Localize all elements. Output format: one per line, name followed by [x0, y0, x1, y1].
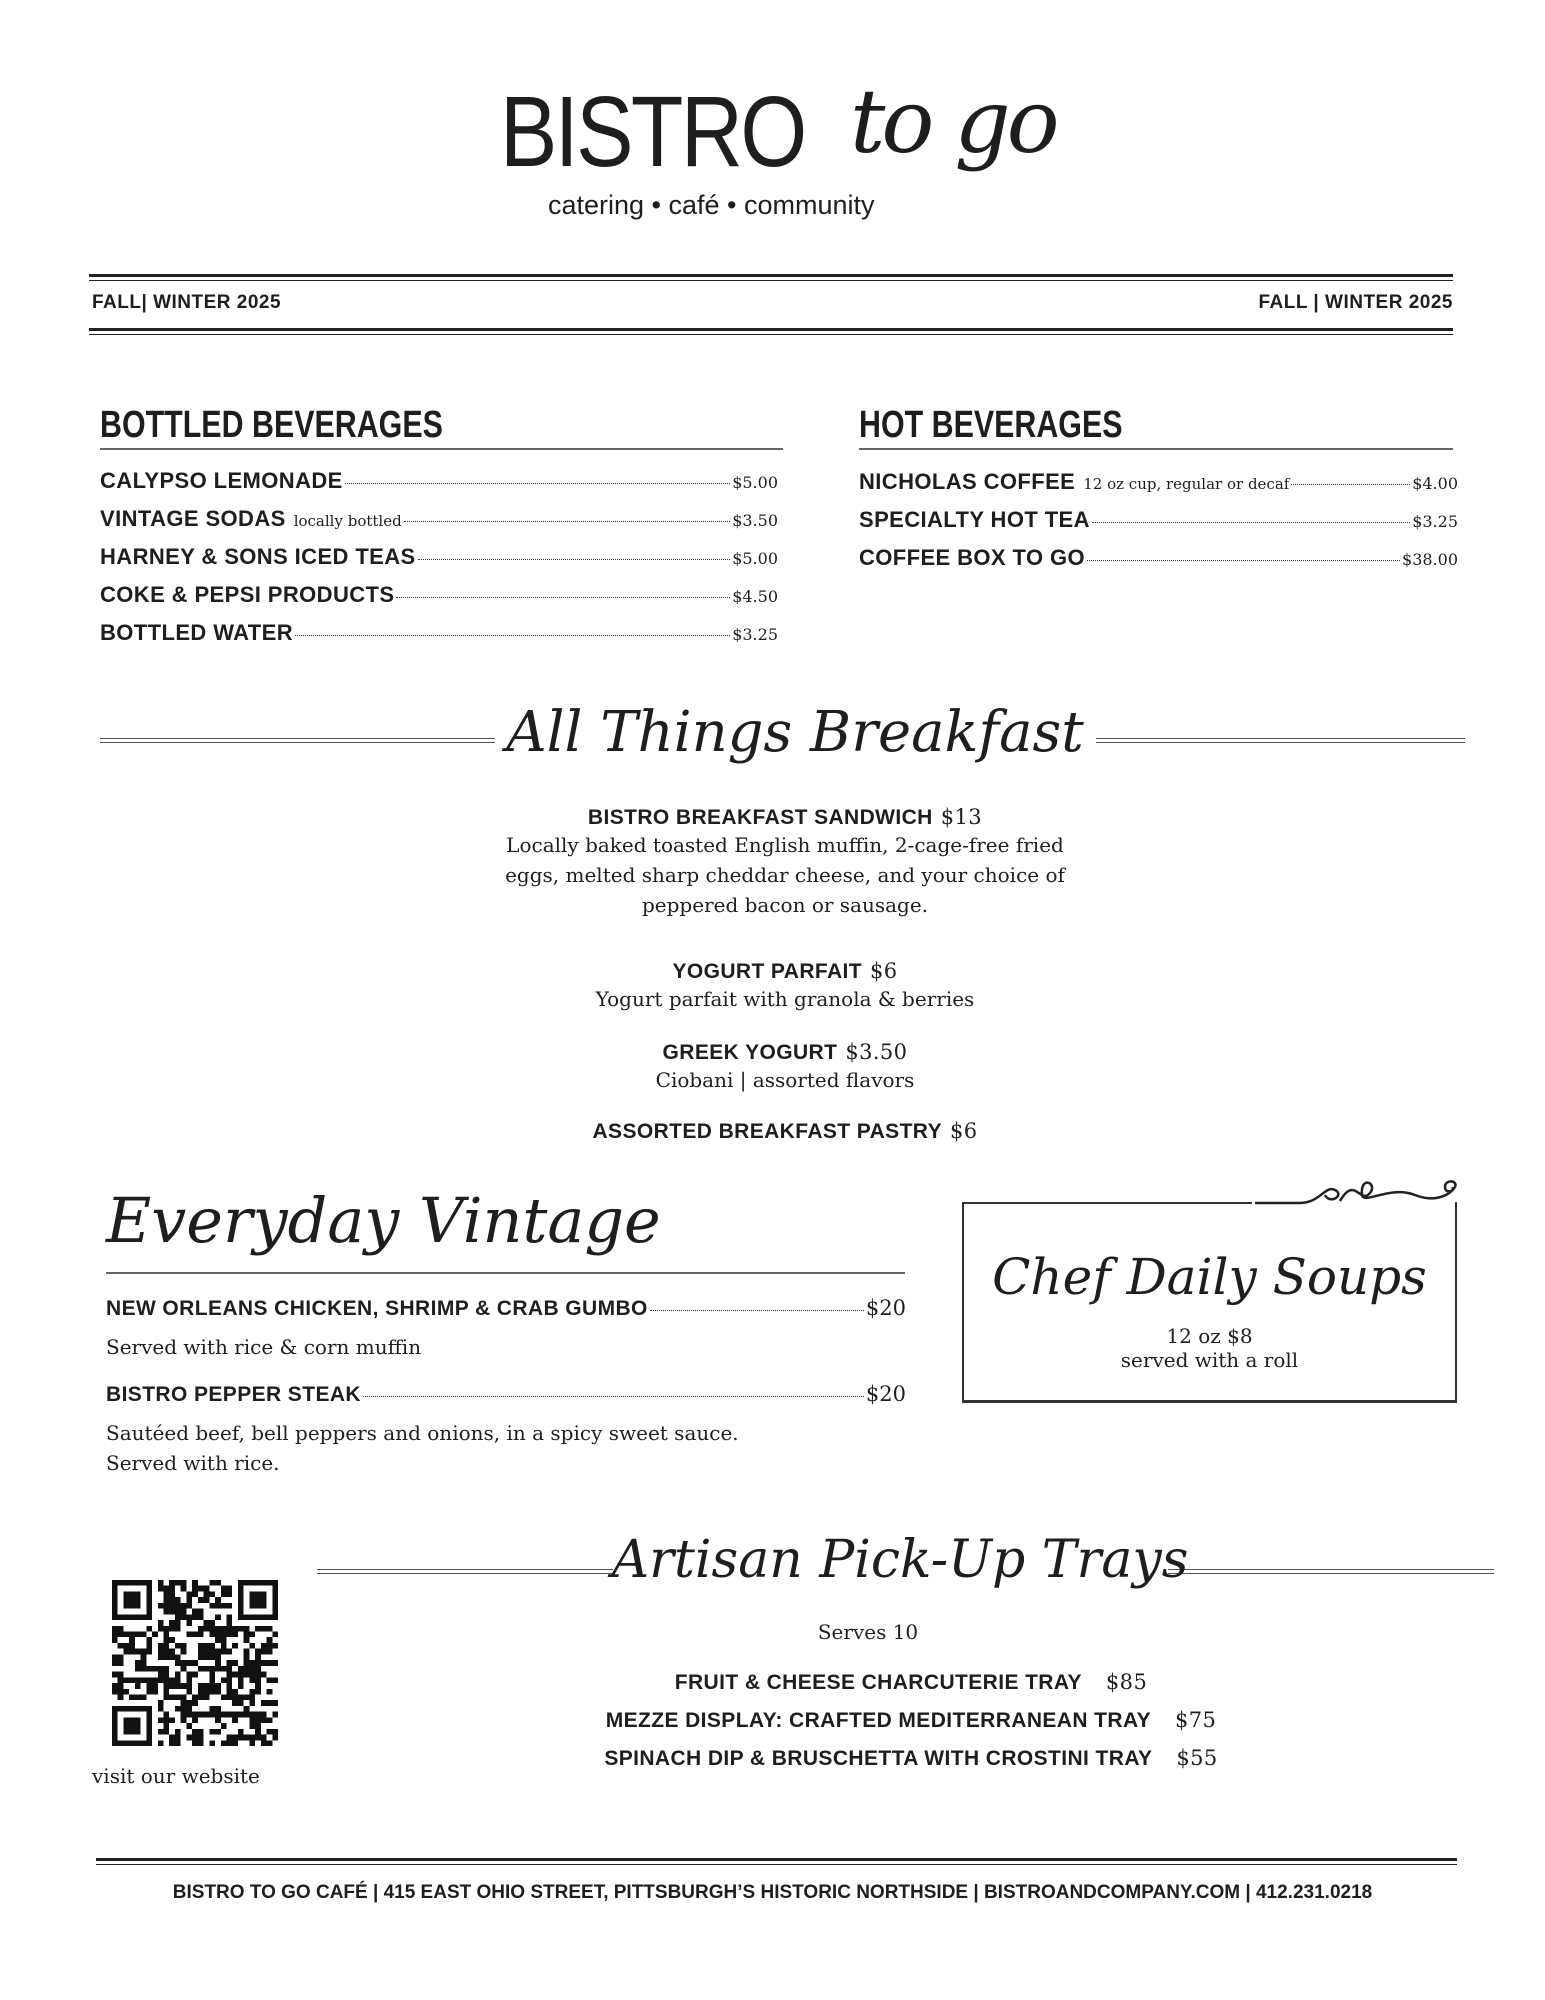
item-price: $38.00: [1402, 550, 1458, 569]
item-price: $4.00: [1412, 474, 1458, 493]
breakfast-item: [0, 959, 1545, 1014]
item-name: MEZZE DISPLAY: CRAFTED MEDITERRANEAN TRAY: [605, 1709, 1152, 1732]
dot-leader: [1087, 560, 1400, 561]
item-name: NICHOLAS COFFEE: [859, 469, 1076, 494]
item-name: COFFEE BOX TO GO: [859, 545, 1086, 570]
item-price: $6: [870, 959, 898, 983]
item-price: $75: [1175, 1708, 1217, 1732]
trays-serves: Serves 10: [817, 1620, 919, 1644]
footer-rule: [96, 1858, 1457, 1865]
item-price: $20: [865, 1382, 906, 1406]
dot-leader: [363, 1396, 864, 1397]
dot-leader: [345, 483, 730, 484]
item-description: Yogurt parfait with granola & berries: [595, 987, 975, 1011]
dot-leader: [295, 635, 730, 636]
item-name: SPECIALTY HOT TEA: [859, 507, 1090, 532]
item-price: $13: [940, 805, 983, 829]
trays-heading: Artisan Pick-Up Trays: [611, 1530, 1189, 1590]
season-right: FALL | WINTER 2025: [1258, 292, 1453, 313]
item-name: GREEK YOGURT: [662, 1041, 838, 1064]
item-price: $3.50: [732, 511, 778, 530]
top-rule: [89, 274, 1453, 281]
item-name: CALYPSO LEMONADE: [100, 468, 343, 493]
tagline: catering • café • community: [548, 190, 875, 220]
item-price: $3.25: [732, 625, 778, 644]
item-note: 12 oz cup, regular or decaf: [1083, 475, 1290, 493]
divider: [106, 1272, 905, 1274]
item-name: ASSORTED BREAKFAST PASTRY: [592, 1120, 942, 1143]
item-name: HARNEY & SONS ICED TEAS: [100, 544, 416, 569]
menu-item: [100, 468, 778, 506]
dot-leader: [1092, 522, 1410, 523]
menu-item: [100, 506, 778, 544]
item-price: $4.50: [732, 587, 778, 606]
logo-script: to go: [850, 70, 1056, 173]
bottled-list: [100, 468, 778, 658]
item-name: YOGURT PARFAIT: [672, 960, 862, 983]
qr-caption: visit our website: [92, 1764, 260, 1788]
item-note: locally bottled: [293, 512, 402, 530]
item-name: FRUIT & CHEESE CHARCUTERIE TRAY: [674, 1671, 1082, 1694]
soups-heading: Chef Daily Soups: [992, 1248, 1427, 1306]
item-name: BISTRO BREAKFAST SANDWICH: [587, 806, 933, 829]
dot-leader: [418, 559, 731, 560]
item-description: Served with rice & corn muffin: [106, 1335, 422, 1359]
menu-item: [106, 1296, 906, 1332]
item-description: eggs, melted sharp cheddar cheese, and your choice of: [505, 863, 1065, 887]
menu-item: [859, 545, 1458, 583]
item-name: COKE & PEPSI PRODUCTS: [100, 582, 395, 607]
season-bottom-rule: [89, 328, 1453, 335]
item-price: $3.50: [845, 1040, 908, 1064]
everyday-list: [106, 1296, 906, 1478]
menu-item: [859, 507, 1458, 545]
item-title: [0, 959, 1545, 984]
hot-beverages-heading: HOT BEVERAGES: [859, 404, 1123, 446]
item-name: VINTAGE SODAS: [100, 506, 286, 531]
soup-box: [962, 1202, 1457, 1403]
breakfast-item: [0, 1040, 1545, 1095]
menu-item: [859, 469, 1458, 507]
item-price: $5.00: [732, 549, 778, 568]
item-description: Served with rice.: [106, 1451, 280, 1475]
divider: [859, 448, 1453, 450]
breakfast-heading: All Things Breakfast: [506, 700, 1084, 765]
menu-item: [100, 620, 778, 658]
item-description: peppered bacon or sausage.: [641, 893, 929, 917]
hot-list: [859, 469, 1458, 583]
item-name: NEW ORLEANS CHICKEN, SHRIMP & CRAB GUMBO: [106, 1297, 648, 1320]
season-left: FALL| WINTER 2025: [92, 292, 282, 313]
menu-item: [106, 1382, 906, 1418]
everyday-vintage-heading: Everyday Vintage: [106, 1184, 661, 1257]
menu-item: [100, 544, 778, 582]
item-description: Locally baked toasted English muffin, 2-cage-free fried: [506, 833, 1064, 857]
breakfast-item: [0, 805, 1545, 920]
footer-contact: BISTRO TO GO CAFÉ | 415 EAST OHIO STREET, PITTSBURGH’S HISTORIC NORTHSIDE | BISTROANDCOMPANY.COM | 412.231.0218: [172, 1882, 1373, 1903]
item-price: $5.00: [732, 473, 778, 492]
item-price: $55: [1176, 1746, 1218, 1770]
dot-leader: [650, 1310, 864, 1311]
dot-leader: [404, 521, 731, 522]
item-price: $6: [950, 1119, 978, 1143]
item-description: Ciobani | assorted flavors: [655, 1068, 915, 1092]
item-name: SPINACH DIP & BRUSCHETTA WITH CROSTINI TRAY: [604, 1747, 1153, 1770]
item-title: [0, 1040, 1545, 1065]
item-title: [0, 1119, 1545, 1144]
item-name: BOTTLED WATER: [100, 620, 293, 645]
breakfast-item: [0, 1119, 1545, 1144]
qr-code[interactable]: [112, 1580, 278, 1746]
item-title: [0, 805, 1545, 830]
item-description: Sautéed beef, bell peppers and onions, in a spicy sweet sauce.: [106, 1421, 739, 1445]
logo-wordmark: BISTRO: [500, 76, 805, 188]
bottled-beverages-heading: BOTTLED BEVERAGES: [100, 404, 443, 446]
item-price: $3.25: [1412, 512, 1458, 531]
menu-item: [100, 582, 778, 620]
divider: [100, 448, 783, 450]
dot-leader: [1291, 484, 1410, 485]
dot-leader: [396, 597, 730, 598]
item-name: BISTRO PEPPER STEAK: [106, 1383, 361, 1406]
item-price: $20: [865, 1296, 906, 1320]
item-price: $85: [1105, 1670, 1148, 1694]
soup-price: 12 oz $8: [1166, 1324, 1253, 1348]
soup-note: served with a roll: [1120, 1348, 1299, 1372]
